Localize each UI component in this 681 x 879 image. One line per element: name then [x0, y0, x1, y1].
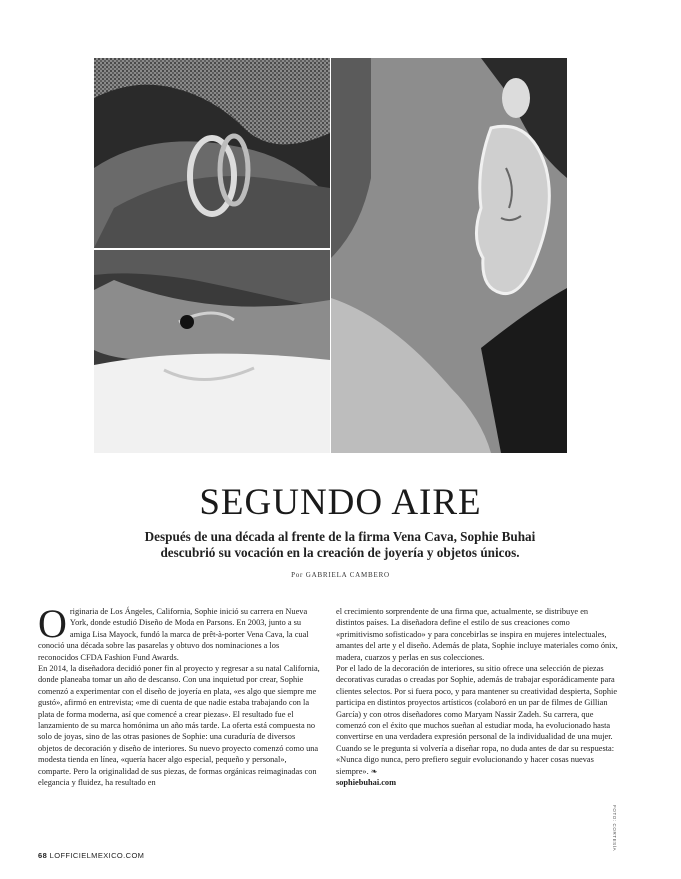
paragraph	[336, 743, 618, 777]
photo-earring	[331, 58, 567, 453]
paragraph: Por el lado de la decoración de interiores, su sitio ofrece una selección de piezas decorativas curadas o creadas por Sophie, además de trabajar esporádicamente para clientes selectos. Por si fuera poco, y para mantener su creatividad despierta, Sophie participa en distintos proyectos artísticos (colaboró en un par de filmes de Gillian García) y con otros diseñadores como Maryam Nassir Zadeh. Su carrera, que comenzó con el éxito que muchos sueñan al estudiar moda, ha evolucionado hasta convertirse en una verdadera expresión personal de la individualidad de una mujer.	[336, 664, 618, 742]
paragraph	[38, 601, 320, 663]
byline-prefix: Por	[291, 571, 304, 579]
paragraph-text: Cuando se le pregunta si volvería a diseñar ropa, no duda antes de dar su respuesta: «Nunca digo nunca, pero prefiero seguir evolucionando y hacer cosas nuevas siempre».	[336, 743, 615, 776]
photo-bracelets	[94, 58, 330, 248]
byline-author: GABRIELA CAMBERO	[305, 571, 390, 579]
photo-necklace	[94, 250, 330, 453]
text-column-1	[38, 601, 320, 789]
subtitle-line-2: descubrió su vocación en la creación de joyería y objetos únicos.	[160, 545, 520, 560]
footer-site: LOFFICIELMEXICO.COM	[49, 851, 145, 860]
paragraph-text: riginaria de Los Ángeles, California, Sophie inició su carrera en Nueva York, donde estudió Diseño de Moda en Parsons. En 2003, junto a su amiga Lisa Mayock, fundó la marca de prêt-à-porter Vena Cava, la cual conoció una década sobre las pasarelas y obtuvo dos nominaciones a los reconocidos CFDA Fashion Fund Awards.	[38, 607, 309, 662]
text-column-2	[336, 606, 618, 789]
website-link[interactable]: sophiebuhai.com	[336, 778, 397, 788]
photo-credit: FOTO: CORTESÍA	[612, 805, 617, 852]
drop-cap: O	[38, 601, 67, 646]
article-title: SEGUNDO AIRE	[199, 482, 482, 523]
paragraph: el crecimiento sorprendente de una firma que, actualmente, se distribuye en distintos países. La diseñadora define el estilo de sus creaciones como «primitivismo sofisticado» y para concebirlas se inspira en mujeres intelectuales, amantes del arte y el diseño. Además de plata, Sophie incluye materiales como ónix, madera, cuarzos y perlas en sus colecciones.	[336, 607, 618, 662]
page-number: 68	[38, 851, 48, 860]
subtitle-line-1: Después de una década al frente de la firma Vena Cava, Sophie Buhai	[144, 529, 536, 544]
end-mark-icon: ❧	[370, 766, 378, 776]
article-subtitle	[110, 529, 570, 561]
paragraph: En 2014, la diseñadora decidió poner fin al proyecto y regresar a su natal California, donde planeaba tomar un año de descanso. Con una inquietud por crear, Sophie comenzó a experimentar con el diseño de joyería en plata, «es algo que siempre me gustó», afirmó en entrevista; «me di cuenta de que nadie estaba trabajando con la plata de forma moderna, así que comencé a crear piezas». El resultado fue el lanzamiento de su marca homónima un año más tarde. La oferta está compuesta no solo de joyas, sino de las otras pasiones de Sophie: una curaduría de diversos objetos de decoración y diseño de interiores. Su nuevo proyecto comenzó como una modesta tienda en línea, «quería hacer algo especial, pequeño y personal», comparte. Pero la originalidad de sus piezas, de formas orgánicas reimaginadas con elegancia y fluidez, ha resultado en	[38, 664, 320, 788]
byline	[0, 571, 681, 579]
page-footer	[38, 851, 144, 860]
